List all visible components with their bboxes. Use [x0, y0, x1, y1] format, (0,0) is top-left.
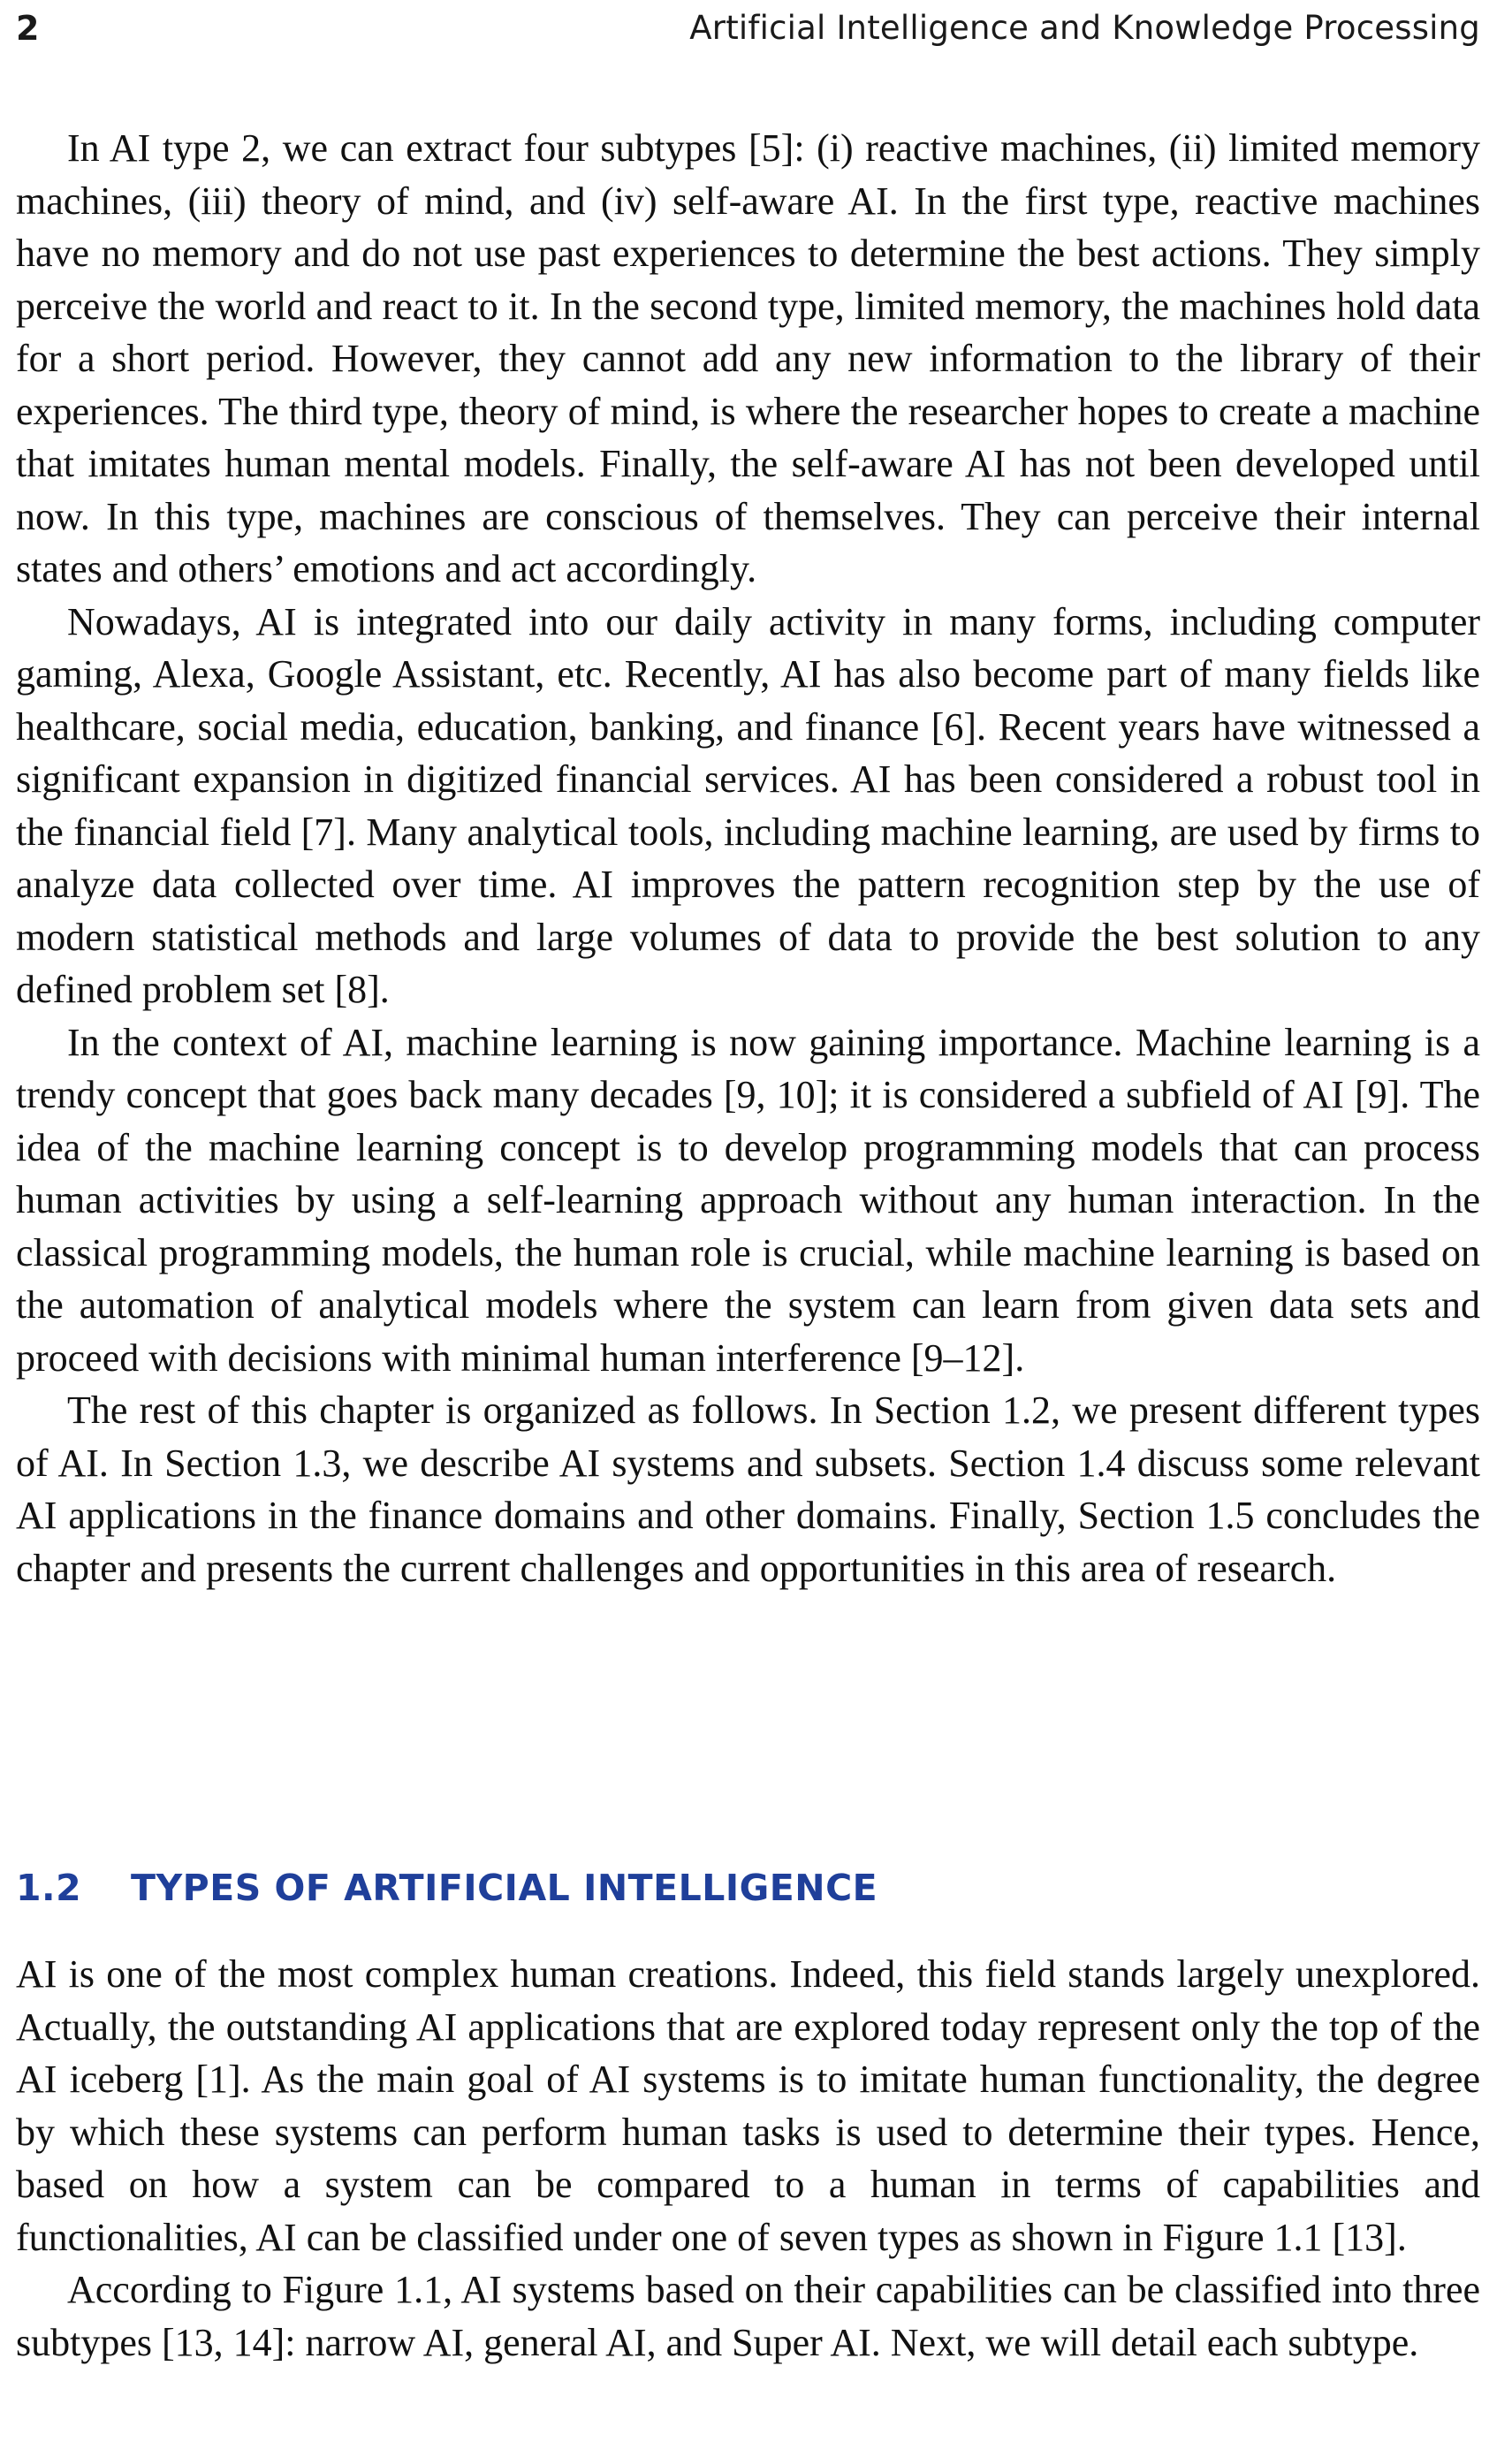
- section-heading: [16, 1867, 878, 1909]
- paragraph: In the context of AI, machine learning is now gaining importance. Machine learning is a trendy concept that goes back many decades [9, 10]; it is considered a subfield of AI [9]. The idea of the machine learning concept is to develop programming models that can process human activities by using a self-learning approach without any human interaction. In the classical programming models, the human role is crucial, while machine learning is based on the automation of analytical models where the system can learn from given data sets and proceed with decisions with minimal human interference [9–12].: [16, 1020, 1480, 1380]
- section-title: TYPES OF ARTIFICIAL INTELLIGENCE: [131, 1867, 878, 1909]
- paragraph: According to Figure 1.1, AI systems based on their capabilities can be classified into three subtypes [13, 14]: narrow AI, general AI, and Super AI. Next, we will detail each subtype.: [16, 2268, 1480, 2364]
- running-header: [16, 4, 1480, 60]
- section-number: 1.2: [16, 1867, 82, 1909]
- body-text-block: [16, 122, 1480, 1594]
- paragraph: AI is one of the most complex human creations. Indeed, this field stands largely unexplored. Actually, the outstanding AI applications that are explored today represent only the top of the AI iceberg [1]. As the main goal of AI systems is to imitate human functionality, the degree by which these systems can perform human tasks is used to determine their types. Hence, based on how a system can be compared to a human in terms of capabilities and functionalities, AI can be classified under one of seven types as shown in Figure 1.1 [13].: [16, 1952, 1480, 2259]
- paragraph: In AI type 2, we can extract four subtypes [5]: (i) reactive machines, (ii) limited memory machines, (iii) theory of mind, and (iv) self-aware AI. In the first type, reactive machines have no memory and do not use past experiences to determine the best actions. They simply perceive the world and react to it. In the second type, limited memory, the machines hold data for a short period. However, they cannot add any new information to the library of their experiences. The third type, theory of mind, is where the researcher hopes to create a machine that imitates human mental models. Finally, the self-aware AI has not been developed until now. In this type, machines are conscious of themselves. They can perceive their internal states and others’ emotions and act accordingly.: [16, 126, 1480, 590]
- paragraph: Nowadays, AI is integrated into our daily activity in many forms, including computer gaming, Alexa, Google Assistant, etc. Recently, AI has also become part of many fields like healthcare, social media, education, banking, and finance [6]. Recent years have witnessed a significant expansion in digitized financial services. AI has been considered a robust tool in the financial field [7]. Many analytical tools, including machine learning, are used by firms to analyze data collected over time. AI improves the pattern recognition step by the use of modern statistical methods and large volumes of data to provide the best solution to any defined problem set [8].: [16, 599, 1480, 1011]
- running-title: Artificial Intelligence and Knowledge Processing: [689, 9, 1480, 47]
- page-number: 2: [16, 9, 40, 48]
- section-body-text-block: [16, 1948, 1480, 2369]
- paragraph: The rest of this chapter is organized as follows. In Section 1.2, we present different types of AI. In Section 1.3, we describe AI systems and subsets. Section 1.4 discuss some relevant AI applications in the finance domains and other domains. Finally, Section 1.5 concludes the chapter and presents the current challenges and opportunities in this area of research.: [16, 1388, 1480, 1590]
